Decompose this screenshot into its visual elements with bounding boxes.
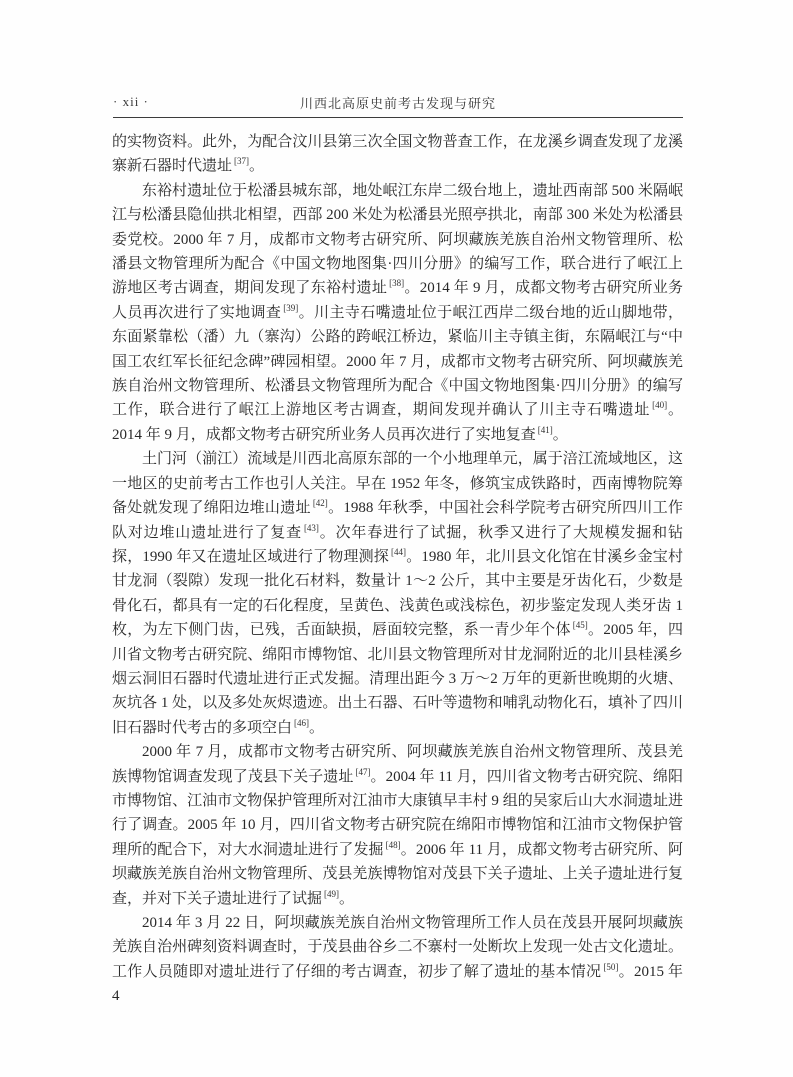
citation-ref: [50]	[603, 961, 619, 972]
citation-ref: [45]	[572, 620, 588, 631]
citation-ref: [38]	[389, 278, 405, 289]
citation-ref: [40]	[652, 400, 668, 411]
citation-ref: [37]	[234, 156, 250, 167]
header-rule	[113, 117, 683, 118]
page-header	[113, 93, 683, 113]
citation-ref: [43]	[303, 522, 319, 533]
paragraph: 的实物资料。此外，为配合汶川县第三次全国文物普查工作，在龙溪乡调查发现了龙溪寨新石器时代遗址 [37]。	[112, 134, 683, 175]
paragraph: 2014 年 3 月 22 日，阿坝藏族羌族自治州文物管理所工作人员在茂县开展阿坝藏族羌族自治州碑刻资料调查时，于茂县曲谷乡二不寨村一处断坎上发现一处古文化遗址。工作人员随即对遗址进行了仔细的考古调查，初步了解了遗址的基本情况 [50]。2015 年 4	[112, 915, 683, 1005]
running-title: 川西北高原史前考古发现与研究	[299, 96, 496, 111]
citation-ref: [48]	[385, 839, 401, 850]
citation-ref: [42]	[312, 498, 328, 509]
citation-ref: [47]	[355, 766, 371, 777]
paragraph: 东裕村遗址位于松潘县城东部，地处岷江东岸二级台地上，遗址西南部 500 米隔岷江与松潘县隐仙拱北相望，西部 200 米处为松潘县光照亭拱北，南部 300 米处为松潘县委党校。2000 年 7 月，成都市文物考古研究所、阿坝藏族羌族自治州文物管理所、松潘县文物管理所为配合《中国文物地图集·四川分册》的编写工作，联合进行了岷江上游地区考古调查，期间发现了东裕村遗址 [38]。2014 年 9 月，成都文物考古研究所业务人员再次进行了实地调查 [39]。川主寺石嘴遗址位于岷江西岸二级台地的近山脚地带，东面紧靠松（潘）九（寨沟）公路的跨岷江桥边，紧临川主寺镇主街，东隔岷江与“中国工农红军长征纪念碑”碑园相望。2000 年 7 月，成都市文物考古研究所、阿坝藏族羌族自治州文物管理所、松潘县文物管理所为配合《中国文物地图集·四川分册》的编写工作，联合进行了岷江上游地区考古调查，期间发现并确认了川主寺石嘴遗址 [40]。2014 年 9 月，成都文物考古研究所业务人员再次进行了实地复查 [41]。	[112, 182, 683, 443]
paragraph: 土门河（湔江）流域是川西北高原东部的一个小地理单元，属于涪江流域地区，这一地区的史前考古工作也引人关注。早在 1952 年冬，修筑宝成铁路时，西南博物院筹备处就发现了绵阳边堆山遗址 [42]。1988 年秋季，中国社会科学院考古研究所四川工作队对边堆山遗址进行了复查 [43]。次年春进行了试掘，秋季又进行了大规模发掘和钻探，1990 年又在遗址区域进行了物理测探 [44]。1980 年，北川县文化馆在甘溪乡金宝村甘龙洞（裂隙）发现一批化石材料，数量计 1～2 公斤，其中主要是牙齿化石，少数是骨化石，都具有一定的石化程度，呈黄色、浅黄色或浅棕色，初步鉴定发现人类牙齿 1 枚，为左下侧门齿，已残，舌面缺损，唇面较完整，系一青少年个体 [45]。2005 年，四川省文物考古研究院、绵阳市博物馆、北川县文物管理所对甘龙洞附近的北川县桂溪乡烟云洞旧石器时代遗址进行正式发掘。清理出距今 3 万～2 万年的更新世晚期的火塘、灰坑各 1 处，以及多处灰烬遗迹。出土石器、石叶等遗物和哺乳动物化石，填补了四川旧石器时代考古的多项空白 [46]。	[112, 451, 683, 736]
citation-ref: [44]	[391, 546, 406, 557]
paragraph: 2000 年 7 月，成都市文物考古研究所、阿坝藏族羌族自治州文物管理所、茂县羌族博物馆调查发现了茂县下关子遗址 [47]。2004 年 11 月，四川省文物考古研究院、绵阳市博物馆、江油市文物保护管理所对江油市大康镇早丰村 9 组的吴家后山大水洞遗址进行了调查。2005 年 10 月，四川省文物考古研究院在绵阳市博物馆和江油市文物保护管理所的配合下，对大水洞遗址进行了发掘 [48]。2006 年 11 月，成都文物考古研究所、阿坝藏族羌族自治州文物管理所、茂县羌族博物馆对茂县下关子遗址、上关子遗址进行复查，并对下关子遗址进行了试掘 [49]。	[112, 744, 683, 907]
citation-ref: [49]	[324, 888, 340, 899]
citation-ref: [39]	[283, 302, 299, 313]
citation-ref: [46]	[294, 717, 310, 728]
body-text	[112, 130, 683, 1009]
citation-ref: [41]	[537, 424, 553, 435]
page-number: · xii ·	[113, 94, 149, 109]
